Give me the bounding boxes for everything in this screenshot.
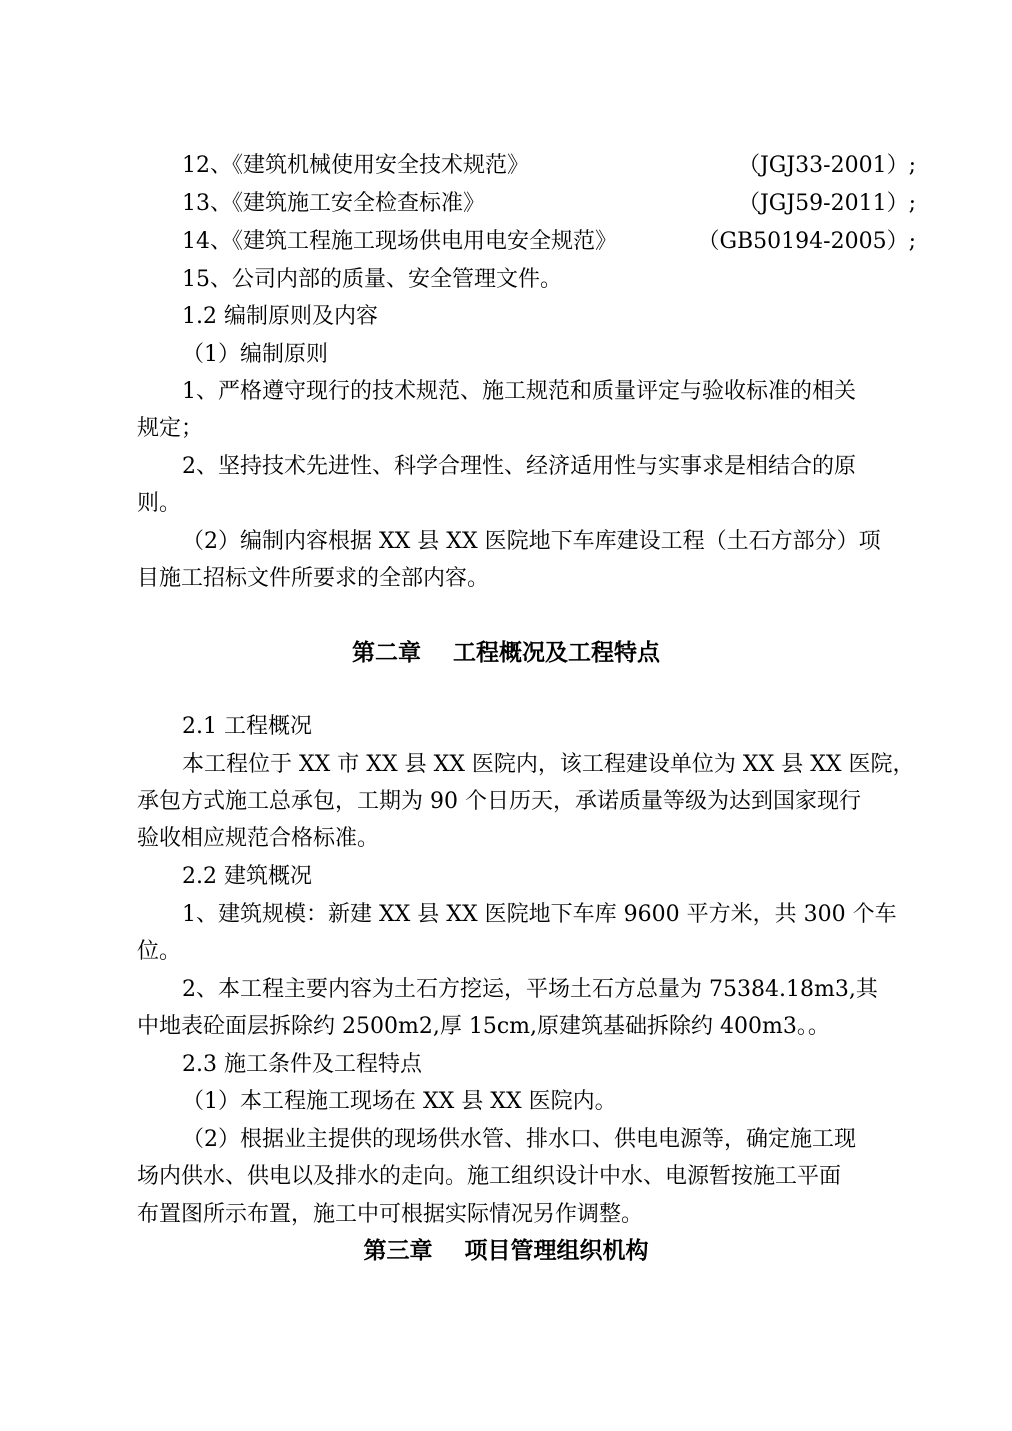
chapter-2-title: 第二章 工程概况及工程特点 xyxy=(351,640,661,666)
paragraph-text: （1）本工程施工现场在 XX 县 XX 医院内。 xyxy=(182,1089,617,1114)
paragraph-text: （2）根据业主提供的现场供水管、排水口、供电电源等，确定施工现 xyxy=(182,1127,856,1152)
paragraph-text: 1、建筑规模：新建 XX 县 XX 医院地下车库 9600 平方米，共 300 个车 xyxy=(182,902,897,927)
paragraph-text: 1、严格遵守现行的技术规范、施工规范和质量评定与验收标准的相关 xyxy=(182,379,856,404)
paragraph-text: 位。 xyxy=(137,939,182,964)
section-heading-text: 2.2 建筑概况 xyxy=(182,864,312,889)
section-heading-text: 2.1 工程概况 xyxy=(182,714,312,739)
reference-code: （JGJ33-2001）; xyxy=(737,153,916,178)
section-heading-text: 1.2 编制原则及内容 xyxy=(182,304,378,329)
paragraph-text: 验收相应规范合格标准。 xyxy=(137,826,380,851)
reference-code: （JGJ59-2011）; xyxy=(737,191,916,216)
section-heading-text: 2.3 施工条件及工程特点 xyxy=(182,1052,422,1077)
paragraph-text: 本工程位于 XX 市 XX 县 XX 医院内，该工程建设单位为 XX 县 XX 医院， xyxy=(182,752,915,777)
reference-code: （GB50194-2005）; xyxy=(697,229,916,254)
paragraph-text: 布置图所示布置，施工中可根据实际情况另作调整。 xyxy=(137,1202,644,1227)
paragraph-text: 规定； xyxy=(137,416,204,441)
paragraph-text: 2、坚持技术先进性、科学合理性、经济适用性与实事求是相结合的原 xyxy=(182,454,856,479)
paragraph-text: 目施工招标文件所要求的全部内容。 xyxy=(137,566,490,591)
chapter-3-title: 第三章 项目管理组织机构 xyxy=(363,1238,649,1264)
paragraph-text: （2）编制内容根据 XX 县 XX 医院地下车库建设工程（土石方部分）项 xyxy=(182,529,881,554)
reference-title: 15、公司内部的质量、安全管理文件。 xyxy=(182,267,562,292)
reference-title: 12、《建筑机械使用安全技术规范》 xyxy=(182,153,529,178)
paragraph-text: 场内供水、供电以及排水的走向。施工组织设计中水、电源暂按施工平面 xyxy=(137,1164,842,1189)
paragraph-text: 中地表砼面层拆除约 2500m2,厚 15cm,原建筑基础拆除约 400m3。。 xyxy=(137,1014,830,1039)
paragraph-text: 则。 xyxy=(137,491,182,516)
subsection-heading-text: （1）编制原则 xyxy=(182,342,328,367)
paragraph-text: 2、本工程主要内容为土石方挖运，平场土石方总量为 75384.18m3,其 xyxy=(182,977,878,1002)
paragraph-text: 承包方式施工总承包，工期为 90 个日历天，承诺质量等级为达到国家现行 xyxy=(137,789,861,814)
reference-title: 13、《建筑施工安全检查标准》 xyxy=(182,191,485,216)
reference-title: 14、《建筑工程施工现场供电用电安全规范》 xyxy=(182,229,617,254)
